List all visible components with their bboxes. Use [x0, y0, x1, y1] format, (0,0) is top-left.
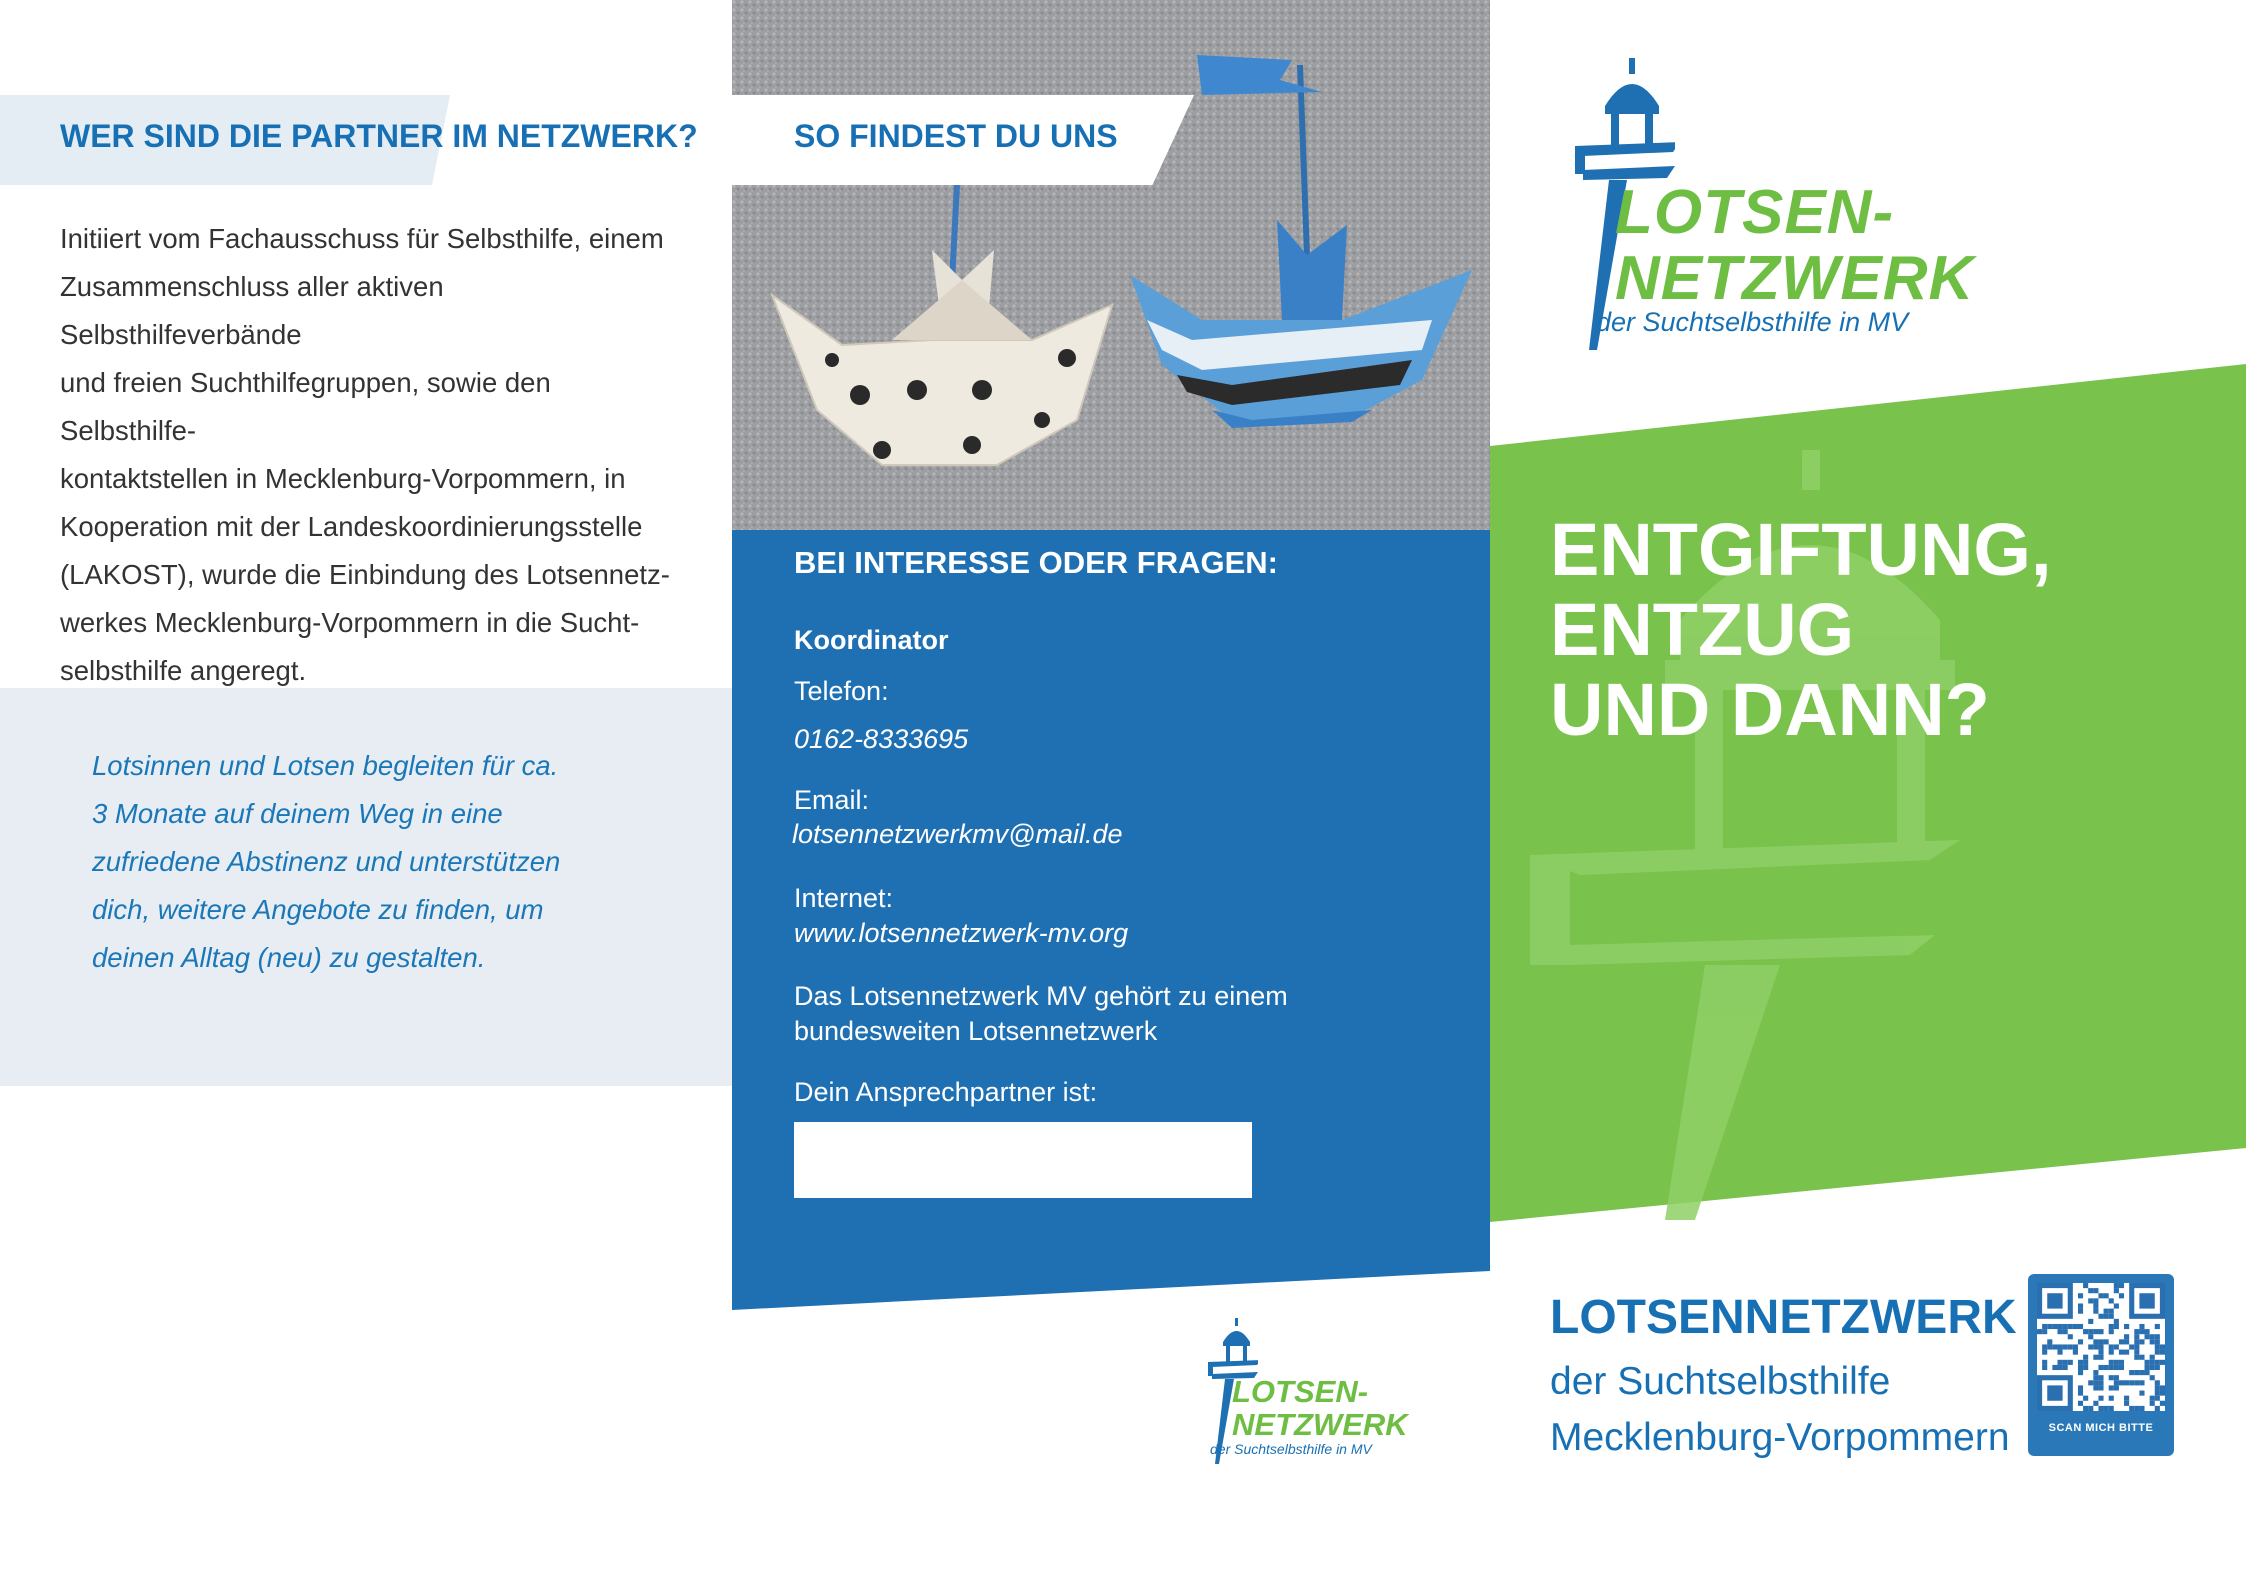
paragraph-line: kontaktstellen in Mecklenburg-Vorpommern, in — [60, 463, 626, 494]
organisation-subline: Mecklenburg-Vorpommern — [1550, 1416, 2010, 1459]
paragraph-line: Kooperation mit der Landeskoordinierungsstelle — [60, 511, 643, 542]
internet-link[interactable]: www.lotsennetzwerk-mv.org — [794, 918, 1129, 948]
network-note-line: Das Lotsennetzwerk MV gehört zu einem — [794, 981, 1288, 1011]
qr-code-icon — [2037, 1283, 2165, 1411]
paper-boats-illustration — [732, 0, 1490, 530]
paragraph-line: und freien Suchthilfegruppen, sowie den Selbsthilfe- — [60, 367, 551, 446]
quote-line: Lotsinnen und Lotsen begleiten für ca. — [92, 750, 559, 781]
partners-heading: WER SIND DIE PARTNER IM NETZWERK? — [60, 118, 698, 154]
contact-person-field[interactable] — [794, 1122, 1252, 1198]
logo-line: NETZWERK — [1615, 244, 1975, 313]
coordinator-label: Koordinator — [794, 625, 949, 655]
quote-line: 3 Monate auf deinem Weg in eine — [92, 798, 503, 829]
internet-label: Internet: — [794, 883, 894, 913]
logo-line: NETZWERK — [1232, 1407, 1408, 1442]
qr-code[interactable] — [2028, 1274, 2174, 1456]
partners-paragraph — [60, 215, 690, 695]
organisation-name: LOTSENNETZWERK — [1550, 1291, 2017, 1344]
paragraph-line: (LAKOST), wurde die Einbindung des Lotsennetz- — [60, 559, 670, 590]
organisation-subline: der Suchtselbsthilfe — [1550, 1360, 1891, 1403]
paragraph-line: Initiiert vom Fachausschuss für Selbsthilfe, einem — [60, 223, 664, 254]
headline-line: ENTGIFTUNG, — [1550, 508, 2052, 591]
paper-boats-photo — [732, 0, 1490, 530]
phone-label: Telefon: — [794, 676, 889, 706]
main-headline — [1550, 510, 2052, 750]
logo-subtitle-small: der Suchtselbsthilfe in MV — [1210, 1441, 1372, 1457]
contact-heading: BEI INTERESSE ODER FRAGEN: — [794, 545, 1278, 580]
headline-line: ENTZUG — [1550, 588, 1855, 671]
quote-text — [92, 742, 652, 982]
phone-value[interactable]: 0162-8333695 — [794, 724, 969, 754]
headline-line: UND DANN? — [1550, 668, 1990, 751]
email-label: Email: — [794, 785, 870, 815]
logo-line: LOTSEN- — [1232, 1374, 1369, 1409]
logo-wordmark — [1615, 180, 1974, 312]
logo-line: LOTSEN- — [1615, 178, 1895, 247]
quote-line: deinen Alltag (neu) zu gestalten. — [92, 942, 486, 973]
findest-heading: SO FINDEST DU UNS — [794, 118, 1118, 154]
quote-line: zufriedene Abstinenz und unterstützen — [92, 846, 561, 877]
partner-label: Dein Ansprechpartner ist: — [794, 1077, 1098, 1107]
email-value[interactable]: lotsennetzwerkmv@mail.de — [792, 819, 1123, 849]
quote-line: dich, weitere Angebote zu finden, um — [92, 894, 544, 925]
network-note-line: bundesweiten Lotsennetzwerk — [794, 1016, 1158, 1046]
logo-wordmark-small — [1232, 1375, 1408, 1441]
qr-label: SCAN MICH BITTE — [2048, 1422, 2154, 1434]
paragraph-line: selbsthilfe angeregt. — [60, 655, 307, 686]
paragraph-line: werkes Mecklenburg-Vorpommern in die Sucht- — [60, 607, 640, 638]
paragraph-line: Zusammenschluss aller aktiven Selbsthilfeverbände — [60, 271, 444, 350]
logo-subtitle: der Suchtselbsthilfe in MV — [1596, 307, 1909, 337]
